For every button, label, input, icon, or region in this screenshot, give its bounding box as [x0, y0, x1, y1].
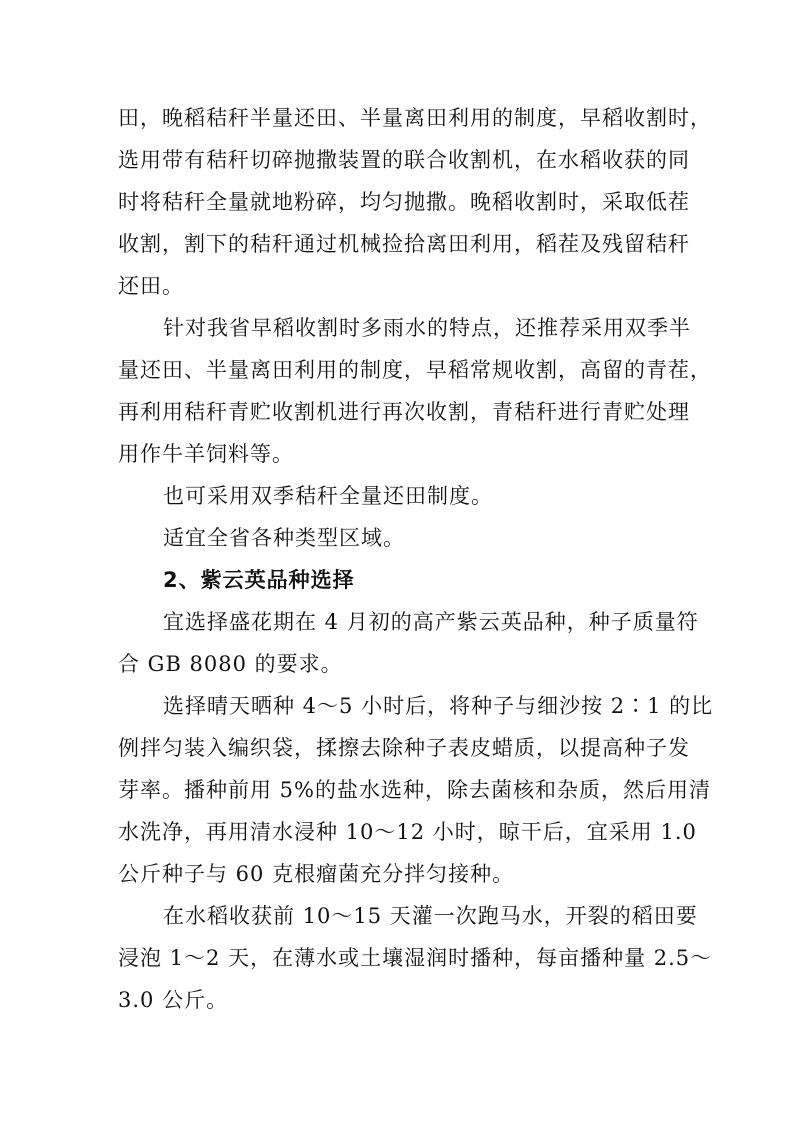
paragraph-line: 还田。 [118, 274, 184, 298]
paragraph-line: 用作牛羊饲料等。 [118, 442, 294, 466]
paragraph-line: 田，晚稻秸秆半量还田、半量离田利用的制度，早稻收割时， [118, 106, 712, 130]
paragraph-line: 选用带有秸秆切碎抛撒装置的联合收割机，在水稻收获的同 [118, 148, 690, 172]
paragraph-line: 合 GB 8080 的要求。 [118, 652, 343, 676]
paragraph-line: 收割，割下的秸秆通过机械捡拾离田利用，稻茬及残留秸秆 [118, 232, 690, 256]
paragraph-line: 在水稻收获前 10～15 天灌一次跑马水，开裂的稻田要 [163, 904, 698, 928]
paragraph-line: 选择晴天晒种 4～5 小时后，将种子与细沙按 2∶1 的比 [163, 694, 714, 718]
paragraph-line: 针对我省早稻收割时多雨水的特点，还推荐采用双季半 [163, 316, 691, 340]
paragraph-line: 例拌匀装入编织袋，揉擦去除种子表皮蜡质，以提高种子发 [118, 736, 690, 760]
paragraph-line: 水洗净，再用清水浸种 10～12 小时，晾干后，宜采用 1.0 [118, 820, 697, 844]
paragraph-line: 宜选择盛花期在 4 月初的高产紫云英品种，种子质量符 [163, 610, 699, 634]
paragraph-line: 适宜全省各种类型区域。 [163, 526, 405, 550]
paragraph-line: 浸泡 1～2 天，在薄水或土壤湿润时播种，每亩播种量 2.5～ [118, 946, 713, 970]
paragraph-line: 3.0 公斤。 [118, 988, 229, 1012]
paragraph-line: 再利用秸秆青贮收割机进行再次收割，青秸秆进行青贮处理 [118, 400, 690, 424]
paragraph-line: 芽率。播种前用 5%的盐水选种，除去菌核和杂质，然后用清 [118, 778, 711, 802]
paragraph-line: 时将秸秆全量就地粉碎，均匀抛撒。晚稻收割时，采取低茬 [118, 190, 690, 214]
paragraph-line: 公斤种子与 60 克根瘤菌充分拌匀接种。 [118, 862, 515, 886]
paragraph-line: 也可采用双季秸秆全量还田制度。 [163, 484, 493, 508]
section-heading: 2、紫云英品种选择 [163, 568, 355, 592]
paragraph-line: 量还田、半量离田利用的制度，早稻常规收割，高留的青茬， [118, 358, 712, 382]
